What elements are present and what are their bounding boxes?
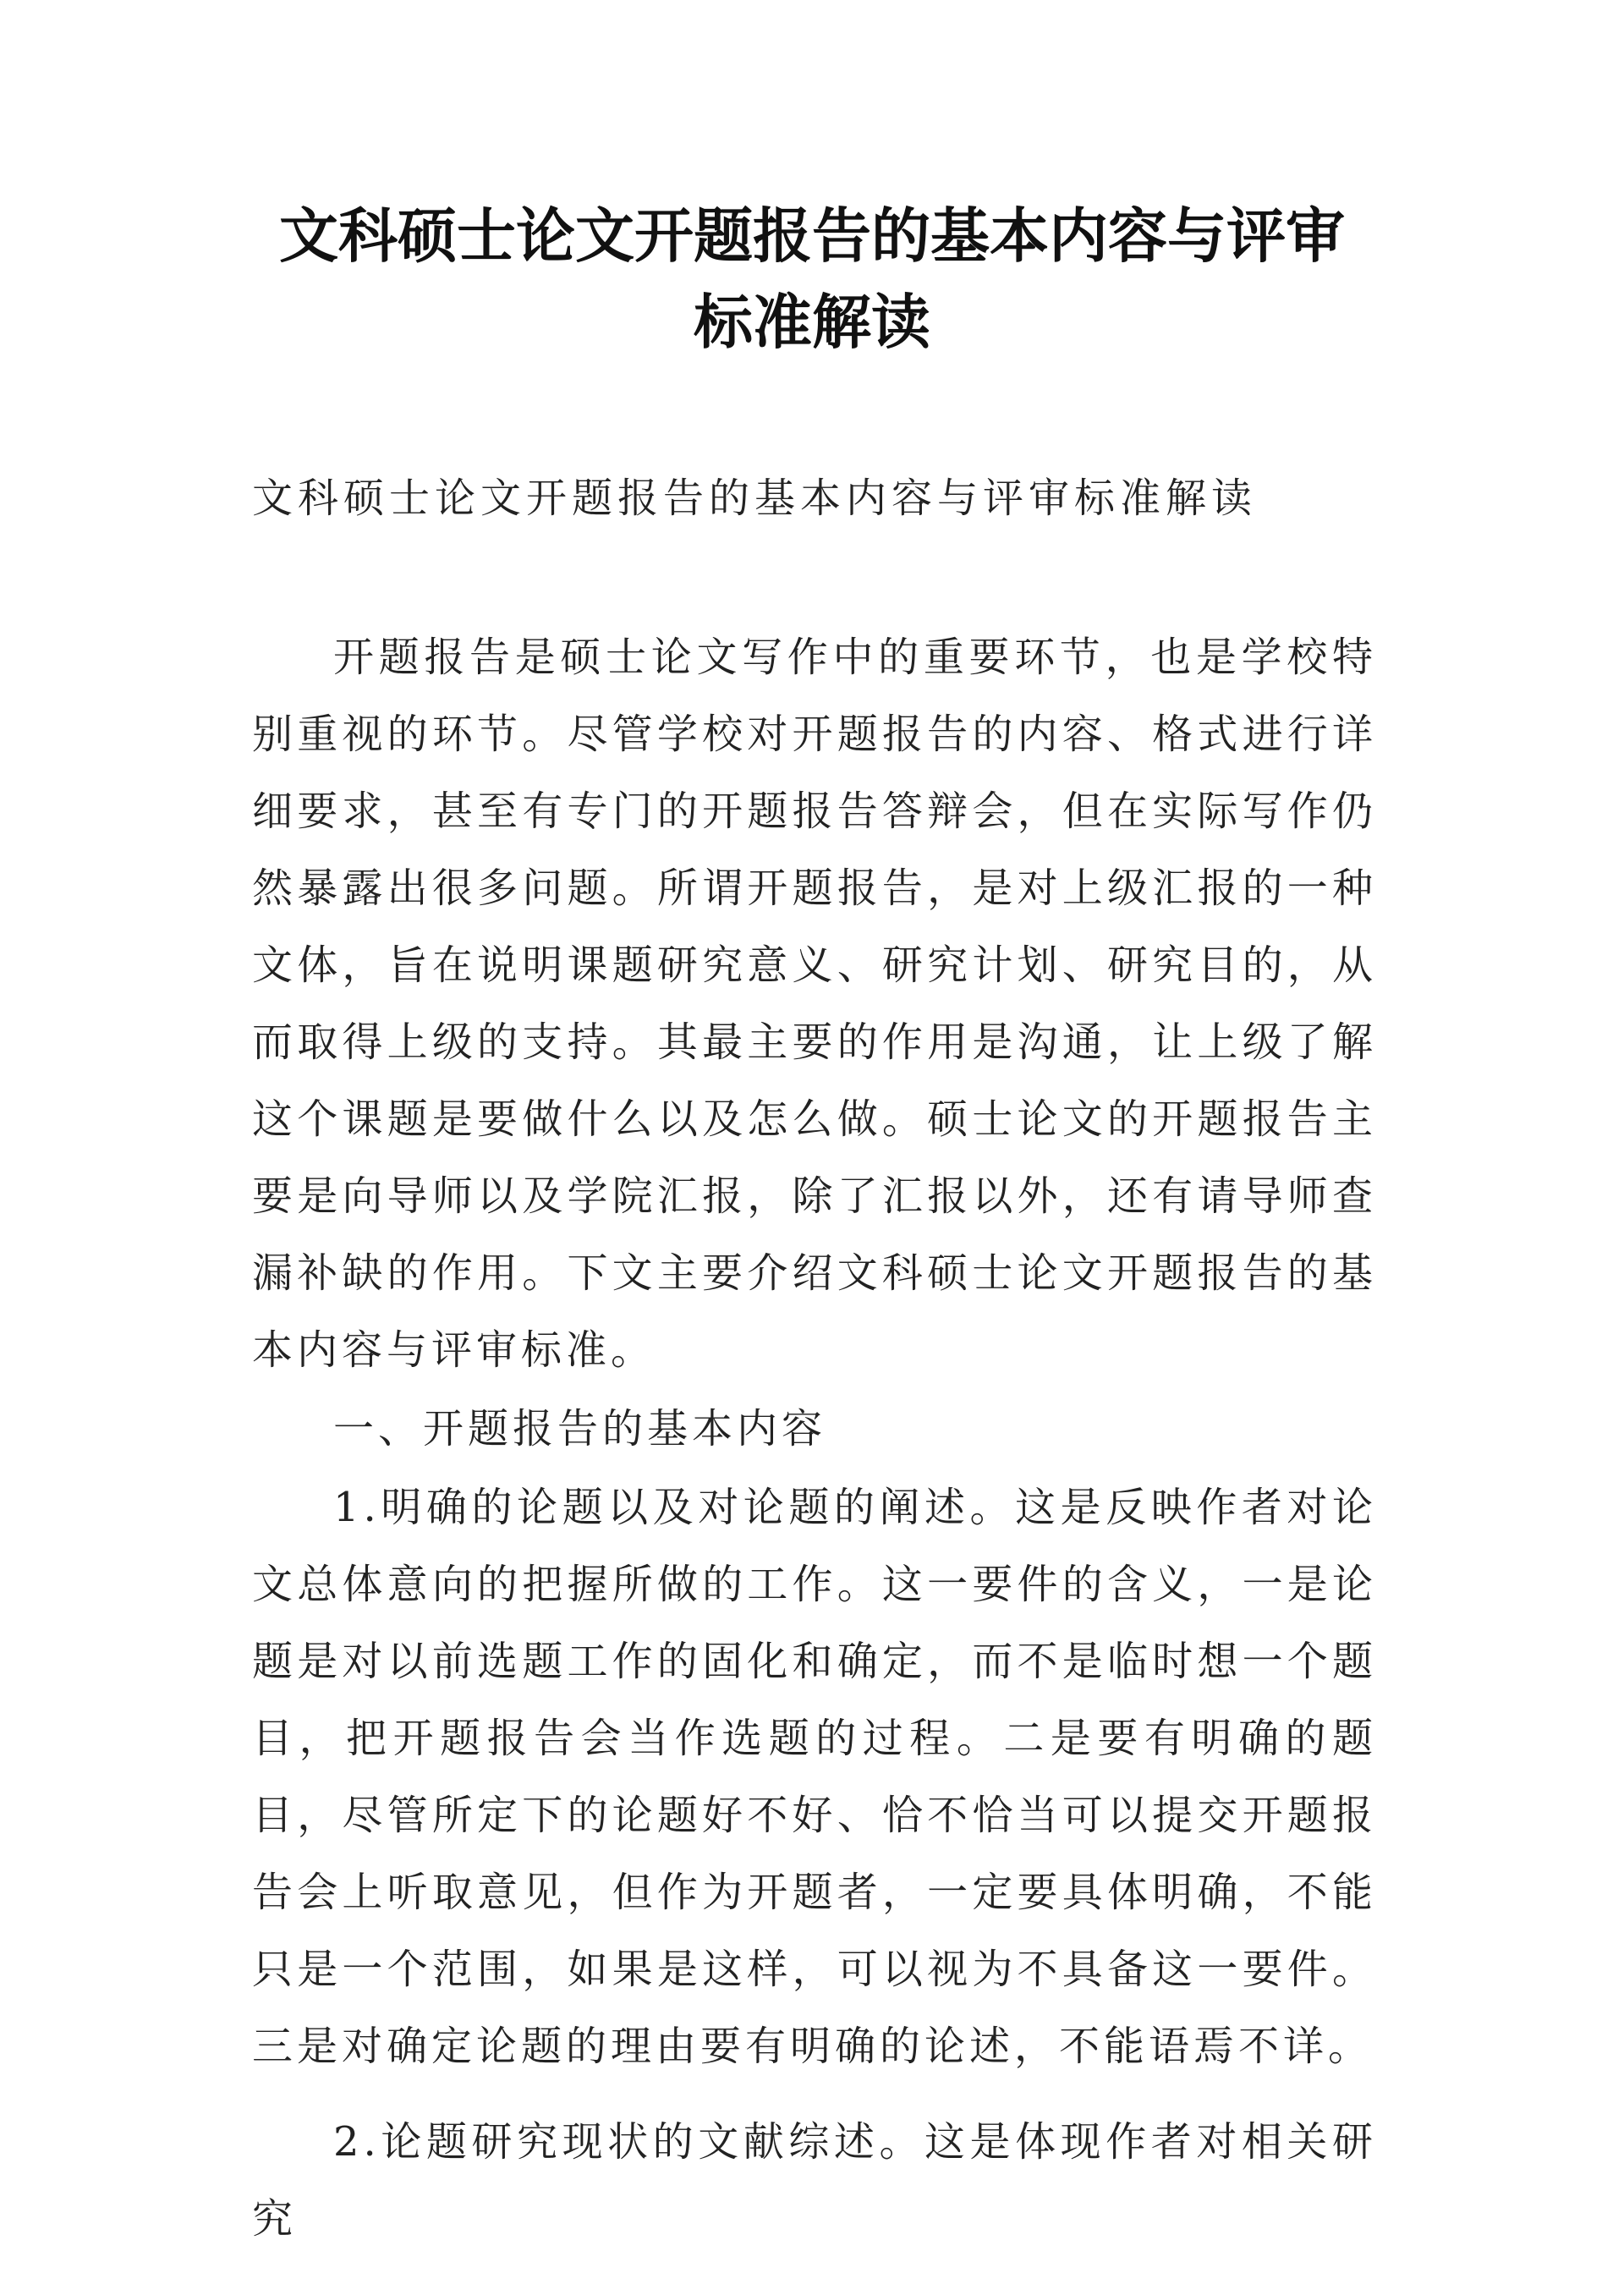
section-heading: 一、开题报告的基本内容: [333, 1405, 827, 1452]
intro-paragraph: 开题报告是硕士论文写作中的重要环节，也是学校特别重视的环节。尽管学校对开题报告的内容、格式进行详细要求，甚至有专门的开题报告答辩会，但在实际写作仍然暴露出很多问题。所谓开题报告，是对上级汇报的一种文体，旨在说明课题研究意义、研究计划、研究目的，从而取得上级的支持。其最主要的作用是沟通，让上级了解这个课题是要做什么以及怎么做。硕士论文的开题报告主要是向导师以及学院汇报，除了汇报以外，还有请导师查漏补缺的作用。下文主要介绍文科硕士论文开题报告的基本内容与评审标准。: [252, 634, 1377, 1374]
point-1-paragraph: 1.明确的论题以及对论题的阐述。这是反映作者对论文总体意向的把握所做的工作。这一要件的含义，一是论题是对以前选题工作的固化和确定，而不是临时想一个题目，把开题报告会当作选题的过程。二是要有明确的题目，尽管所定下的论题好不好、恰不恰当可以提交开题报告会上听取意见，但作为开题者，一定要具体明确，不能只是一个范围，如果是这样，可以视为不具备这一要件。三是对确定论题的理由要有明确的论述，不能语焉不详。: [252, 1484, 1377, 2070]
document-subtitle: 文科硕士论文开题报告的基本内容与评审标准解读: [252, 475, 1258, 522]
title-line-2: 标准解读: [694, 288, 930, 357]
point-2-paragraph: 2.论题研究现状的文献综述。这是体现作者对相关研究: [252, 2118, 1377, 2243]
title-line-1: 文科硕士论文开题报告的基本内容与评审: [279, 201, 1345, 271]
document-body: [252, 619, 1377, 2258]
document-title: [0, 193, 1624, 365]
